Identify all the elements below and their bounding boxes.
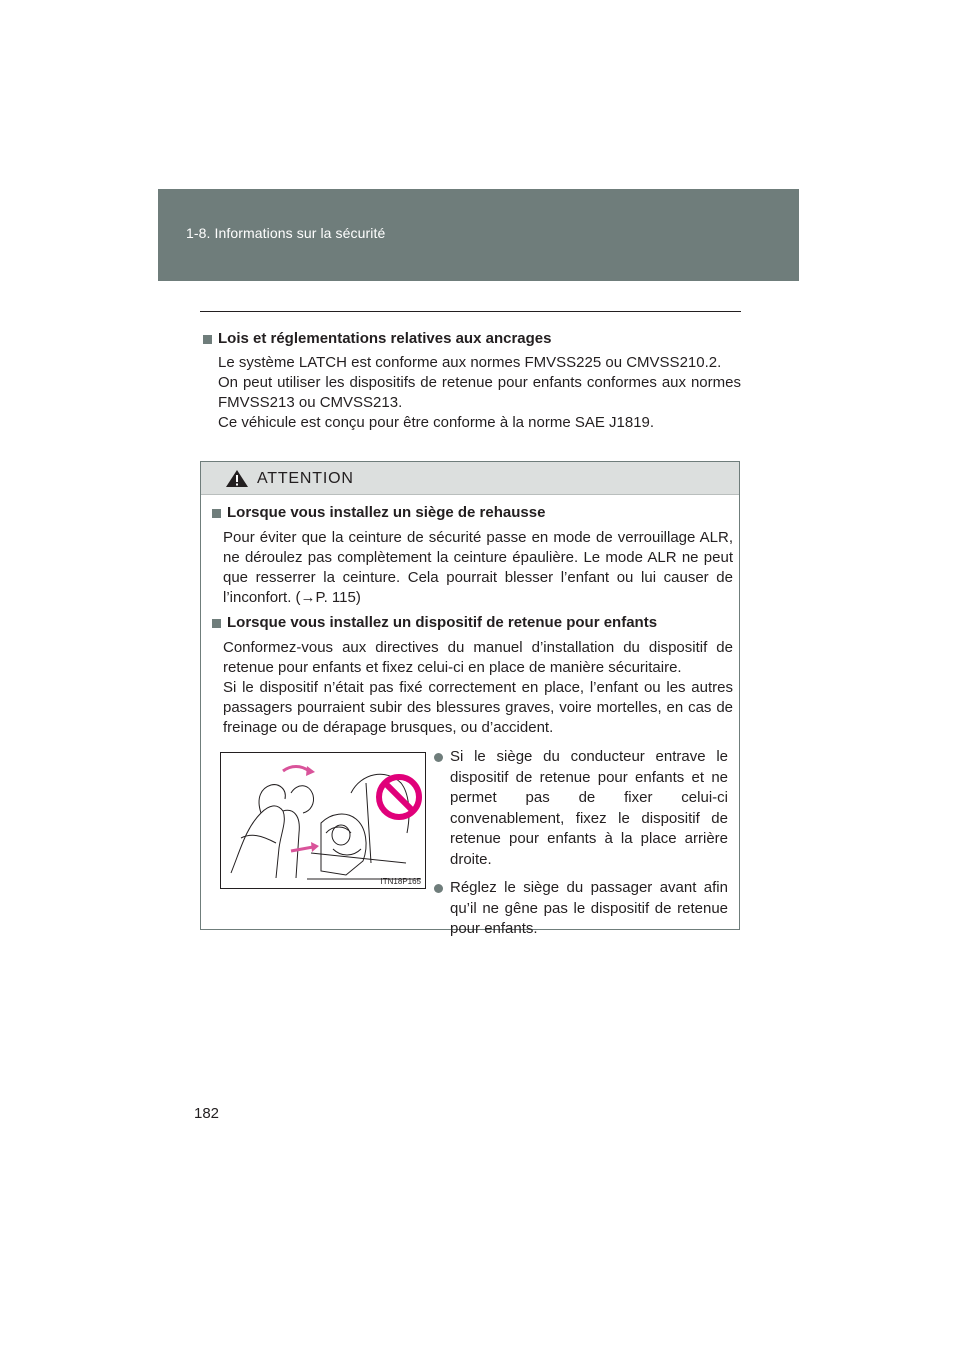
car-seat-illustration [220,752,426,889]
list-item: Si le siège du conducteur entrave le dispositif de retenue pour enfants et ne permet pas de fixer celui-ci convenablement, fixez le dispositif de retenue pour enfants à la place arrière droite. [434,747,728,870]
chapter-header [158,189,799,281]
restraint-heading: Lorsque vous installez un dispositif de retenue pour enfants [209,613,733,633]
bullet-dot-icon [434,753,443,762]
seat-drawing [221,753,425,888]
anchors-section [200,329,741,433]
restraint-paragraph: Conformez-vous aux directives du manuel d’installation du dispositif de retenue pour enfants et fixez celui-ci en place de manière sécuritaire. Si le dispositif n’était pas fixé correctement en place, l’enfant ou les autres passagers pourraient subir des blessures graves, voire mortelles, en cas de freinage ou de dérapage brusques, ou d’accident. [223,639,733,736]
attention-header [201,462,739,495]
attention-body [209,503,733,743]
square-bullet-icon [212,619,221,628]
anchors-paragraph [218,353,741,433]
warning-triangle-icon [225,469,249,488]
anchors-heading: Lois et réglementations relatives aux ancrages [200,329,741,349]
prohibition-icon [379,777,419,817]
anchors-line: Ce véhicule est conçu pour être conforme à la norme SAE J1819. [218,414,655,431]
bullet-dot-icon [434,884,443,893]
figure-code: ITN18P165 [380,877,421,886]
divider-rule [200,311,741,312]
booster-paragraph: Pour éviter que la ceinture de sécurité passe en mode de verrouillage ALR, ne déroulez pas complètement la ceinture épaulière. Le mode ALR ne peut que resserrer la ceinture. Cela pourrait blesser l’enfant ou lui causer de l’inconfort. (→P. 115) [223,529,733,606]
advice-list [434,747,728,948]
anchors-line: Le système LATCH est conforme aux normes FMVSS225 ou CMVSS210.2. [218,354,722,371]
section-title: 1-8. Informations sur la sécurité [186,225,386,241]
page-number: 182 [194,1105,220,1122]
list-item: Réglez le siège du passager avant afin qu’il ne gêne pas le dispositif de retenue pour enfants. [434,878,728,940]
attention-title: ATTENTION [257,470,354,487]
square-bullet-icon [203,335,212,344]
square-bullet-icon [212,509,221,518]
attention-box [200,461,740,937]
booster-heading: Lorsque vous installez un siège de rehausse [209,503,733,523]
anchors-line: On peut utiliser les dispositifs de retenue pour enfants conformes aux normes FMVSS213 ou CMVSS213. [218,374,741,411]
